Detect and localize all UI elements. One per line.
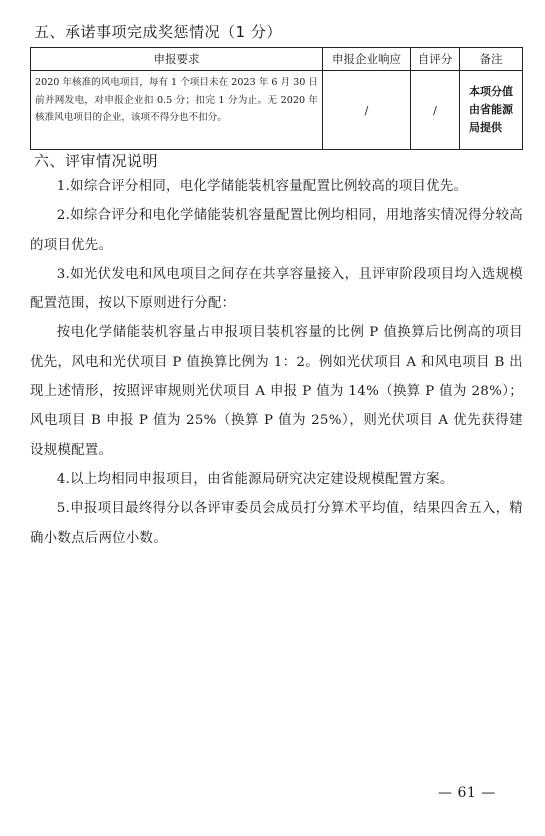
table-row — [31, 71, 523, 150]
section-5-heading: 五、承诺事项完成奖惩情况（1 分） — [34, 23, 282, 41]
cell-note: 本项分值由省能源局提供 — [460, 71, 523, 150]
cell-response: / — [323, 71, 411, 150]
review-notes — [30, 172, 523, 553]
paragraph-5: 4.以上均相同申报项目，由省能源局研究决定建设规模配置方案。 — [56, 471, 454, 487]
header-note: 备注 — [460, 48, 523, 71]
cell-requirement: 2020 年核准的风电项目，每有 1 个项目未在 2023 年 6 月 30 日前并网发电，对申报企业扣 0.5 分；扣完 1 分为止。无 2020 年核准风电项目的企业，该项不得分也不扣分。 — [31, 71, 323, 150]
paragraph-4: 按电化学储能装机容量占申报项目装机容量的比例 P 值换算后比例高的项目优先，风电和光伏项目 P 值换算比例为 1：2。例如光伏项目 A 和风电项目 B 出现上述情形，按照评审规则光伏项目 A 申报 P 值为 14%（换算 P 值为 28%）；风电项目 B 申报 P 值为 25%（换算 P 值为 25%），则光伏项目 A 优先获得建设规模配置。 — [30, 325, 523, 458]
commitment-table — [30, 47, 523, 150]
paragraph-3: 3.如光伏发电和风电项目之间存在共享容量接入，且评审阶段项目均入选规模配置范围，按以下原则进行分配： — [30, 266, 523, 312]
header-response: 申报企业响应 — [323, 48, 411, 71]
page-number: — 61 — — [438, 785, 496, 801]
paragraph-6: 5.申报项目最终得分以各评审委员会成员打分算术平均值，结果四舍五入，精确小数点后两位小数。 — [30, 501, 523, 546]
table-header-row — [31, 48, 523, 71]
cell-self-score: / — [411, 71, 460, 150]
header-self-score: 自评分 — [411, 48, 460, 71]
paragraph-2: 2.如综合评分和电化学储能装机容量配置比例均相同，用地落实情况得分较高的项目优先。 — [30, 208, 523, 253]
paragraph-1: 1.如综合评分相同，电化学储能装机容量配置比例较高的项目优先。 — [56, 179, 468, 194]
header-requirement: 申报要求 — [31, 48, 323, 71]
section-6-heading: 六、评审情况说明 — [34, 152, 159, 170]
